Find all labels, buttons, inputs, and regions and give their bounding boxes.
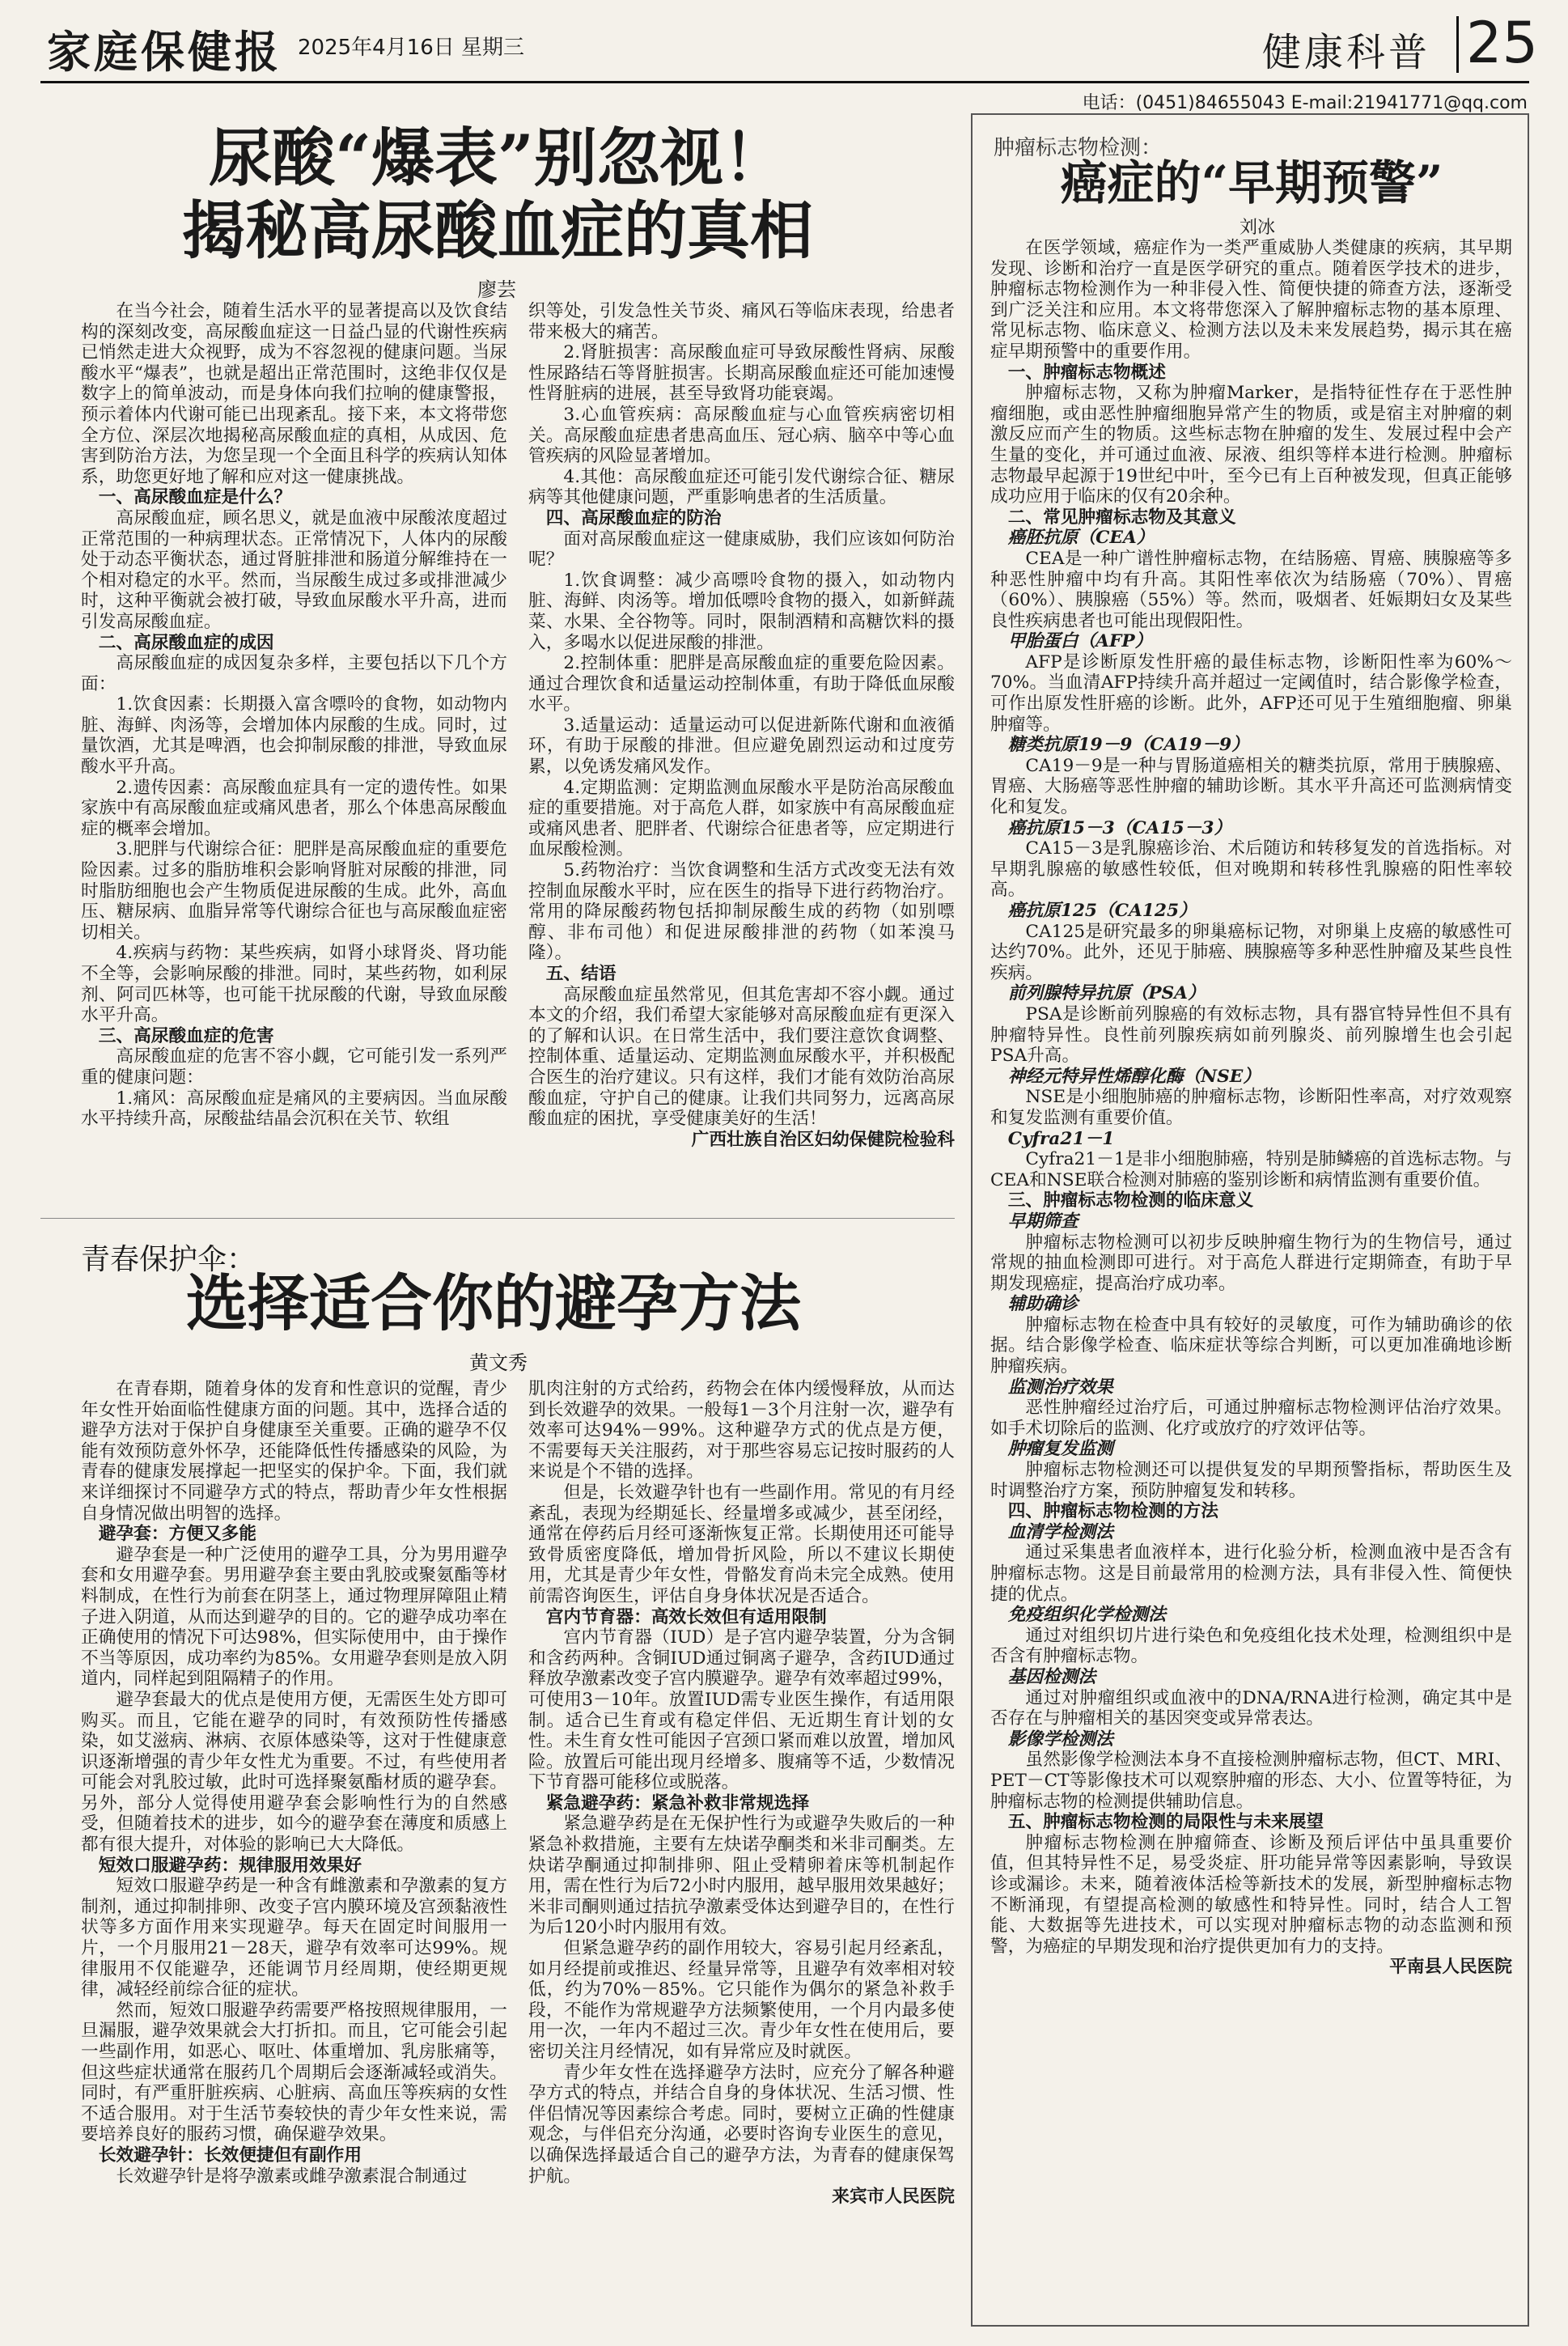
paragraph: 宫内节育器（IUD）是子宫内避孕装置，分为含铜和含药两种。含铜IUD通过铜离子避孕，含药IUD通过释放孕激素改变子宫内膜避孕。避孕有效率超过99%，可使用3－10年。放置IUD需专业医生操作，有适用限制。适合已生育或有稳定伴侣、无近期生育计划的女性。未生育女性可能因子宫颈口紧而难以放置，增加风险。放置后可能出现月经增多、腹痛等不适，少数情况下节育器可能移位或脱落。 bbox=[528, 1627, 955, 1793]
paragraph: NSE是小细胞肺癌的肿瘤标志物，诊断阳性率高，对疗效观察和复发监测有重要价值。 bbox=[990, 1087, 1512, 1128]
subsection-heading: 前列腺特异抗原（PSA） bbox=[1007, 983, 1206, 1004]
paragraph: 3.心血管疾病：高尿酸血症与心血管疾病密切相关。高尿酸血症患者患高血压、冠心病、脑卒中等心血管疾病的风险显著增加。 bbox=[528, 404, 955, 467]
article-column-2 bbox=[528, 301, 955, 1207]
paragraph: 青少年女性在选择避孕方法时，应充分了解各种避孕方式的特点，并结合自身的身体状况、生活习惯、性伴侣情况等因素综合考虑。同时，要树立正确的性健康观念，与伴侣充分沟通，必要时咨询专业医生的意见，以确保选择最适合自己的避孕方法，为青春的健康保驾护航。 bbox=[528, 2062, 955, 2187]
paragraph: 通过对肿瘤组织或血液中的DNA/RNA进行检测，确定其中是否存在与肿瘤相关的基因突变或异常表达。 bbox=[990, 1687, 1512, 1729]
article-title-line2: 揭秘高尿酸血症的真相 bbox=[181, 194, 813, 268]
paragraph: 肿瘤标志物，又称为肿瘤Marker，是指特征性存在于恶性肿瘤细胞，或由恶性肿瘤细胞异常产生的物质，或是宿主对肿瘤的刺激反应而产生的物质。这些标志物在肿瘤的发生、发展过程中会产生量的变化，并可通过血液、尿液、组织等样本进行检测。肿瘤标志物最早起源于19世纪中叶，至今已有上百种被发现，但真正能够成功应用于临床的仅有20余种。 bbox=[990, 383, 1512, 507]
section-heading: 长效避孕针：长效便捷但有副作用 bbox=[98, 2144, 362, 2166]
article-column-1 bbox=[990, 238, 1512, 2318]
paragraph: 高尿酸血症的危害不容小觑，它可能引发一系列严重的健康问题： bbox=[81, 1046, 507, 1088]
paragraph: 但紧急避孕药的副作用较大，容易引起月经紊乱，如月经提前或推迟、经量异常等，且避孕有效率相对较低，约为70%－85%。它只能作为偶尔的紧急补救手段，不能作为常规避孕方法频繁使用，一个月内最多使用一次，一年内不超过三次。青少年女性在使用后，要密切关注月经情况，如有异常应及时就医。 bbox=[528, 1938, 955, 2062]
section-heading: 紧急避孕药：紧急补救非常规选择 bbox=[545, 1792, 810, 1814]
subsection-heading: 影像学检测法 bbox=[1007, 1729, 1113, 1750]
paragraph: CA19－9是一种与胃肠道癌相关的糖类抗原，常用于胰腺癌、胃癌、大肠癌等恶性肿瘤的辅助诊断。其水平升高还可监测病情变化和复发。 bbox=[990, 755, 1512, 818]
section-divider bbox=[1456, 16, 1459, 73]
paragraph: 4.其他：高尿酸血症还可能引发代谢综合征、糖尿病等其他健康问题，严重影响患者的生活质量。 bbox=[528, 466, 955, 508]
paragraph: 4.定期监测：定期监测血尿酸水平是防治高尿酸血症的重要措施。对于高危人群，如家族中有高尿酸血症或痛风患者、肥胖者、代谢综合征患者等，应定期进行血尿酸检测。 bbox=[528, 777, 955, 860]
subsection-heading: 血清学检测法 bbox=[1007, 1521, 1113, 1542]
article-uric-acid bbox=[40, 113, 955, 1214]
paper-name: 家庭保健报 bbox=[47, 26, 282, 78]
section-heading: 五、肿瘤标志物检测的局限性与未来展望 bbox=[1007, 1812, 1324, 1833]
section-heading: 宫内节育器：高效长效但有适用限制 bbox=[545, 1606, 827, 1627]
section-heading: 四、肿瘤标志物检测的方法 bbox=[1007, 1501, 1218, 1522]
article-author: 廖芸 bbox=[477, 278, 516, 301]
paragraph: 短效口服避孕药是一种含有雌激素和孕激素的复方制剂，通过抑制排卵、改变子宫内膜环境及宫颈黏液性状等多方面作用来实现避孕。每天在固定时间服用一片，一个月服用21－28天，避孕有效率可达99%。规律服用不仅能避孕，还能调节月经周期，使经期更规律，减轻经前综合征的症状。 bbox=[81, 1876, 507, 2000]
paragraph: 3.肥胖与代谢综合征：肥胖是高尿酸血症的重要危险因素。过多的脂肪堆积会影响肾脏对尿酸的排泄，同时脂肪细胞也会产生物质促进尿酸的生成。此外，高血压、糖尿病、血脂异常等代谢综合征也与高尿酸血症密切相关。 bbox=[81, 839, 507, 943]
subsection-heading: 早期筛查 bbox=[1007, 1211, 1079, 1232]
masthead bbox=[0, 0, 1568, 113]
paragraph: 通过采集患者血液样本，进行化验分析，检测血液中是否含有肿瘤标志物。这是目前最常用的检测方法，具有非侵入性、简便快捷的优点。 bbox=[990, 1542, 1512, 1605]
byline-institution: 平南县人民医院 bbox=[1389, 1957, 1512, 1978]
article-title-line1: 尿酸“爆表”别忽视！ bbox=[209, 121, 786, 195]
subsection-heading: 神经元特异性烯醇化酶（NSE） bbox=[1007, 1066, 1261, 1087]
article-author: 刘冰 bbox=[1240, 218, 1276, 238]
paragraph: 2.遗传因素：高尿酸血症具有一定的遗传性。如果家族中有高尿酸血症或痛风患者，那么个体患高尿酸血症的概率会增加。 bbox=[81, 777, 507, 839]
section-heading: 一、高尿酸血症是什么？ bbox=[98, 487, 292, 508]
paragraph: 肌肉注射的方式给药，药物会在体内缓慢释放，从而达到长效避孕的效果。一般每1－3个月注射一次，避孕有效率可达94%－99%。这种避孕方式的优点是方便，不需要每天关注服药，对于那些容易忘记按时服药的人来说是个不错的选择。 bbox=[528, 1379, 955, 1483]
paragraph: 肿瘤标志物检测还可以提供复发的早期预警指标，帮助医生及时调整治疗方案，预防肿瘤复发和转移。 bbox=[990, 1460, 1512, 1501]
paragraph: Cyfra21－1是非小细胞肺癌，特别是肺鳞癌的首选标志物。与CEA和NSE联合检测对肺癌的鉴别诊断和病情监测有重要价值。 bbox=[990, 1149, 1512, 1190]
paragraph: 避孕套最大的优点是使用方便，无需医生处方即可购买。而且，它能在避孕的同时，有效预防性传播感染，如艾滋病、淋病、衣原体感染等，这对于性健康意识逐渐增强的青少年女性尤为重要。不过，有些使用者可能会对乳胶过敏，此时可选择聚氨酯材质的避孕套。另外，部分人觉得使用避孕套会影响性行为的自然感受，但随着技术的进步，如今的避孕套在薄度和质感上都有很大提升，对体验的影响已大大降低。 bbox=[81, 1689, 507, 1856]
subsection-heading: 免疫组织化学检测法 bbox=[1007, 1605, 1166, 1626]
subsection-heading: 癌抗原125（CA125） bbox=[1007, 901, 1197, 921]
article-kicker: 肿瘤标志物检测： bbox=[994, 136, 1163, 160]
paragraph: 虽然影像学检测法本身不直接检测肿瘤标志物，但CT、MRI、PET－CT等影像技术可以观察肿瘤的形态、大小、位置等特征，为肿瘤标志物的检测提供辅助信息。 bbox=[990, 1750, 1512, 1812]
article-title: 癌症的“早期预警” bbox=[1060, 155, 1443, 210]
paragraph: 肿瘤标志物检测可以初步反映肿瘤生物行为的生物信号，通过常规的抽血检测即可进行。对于高危人群进行定期筛查，有助于早期发现癌症，提高治疗成功率。 bbox=[990, 1232, 1512, 1294]
article-contraception bbox=[40, 1218, 955, 2327]
section-heading: 五、结语 bbox=[545, 964, 617, 984]
paragraph: 织等处，引发急性关节炎、痛风石等临床表现，给患者带来极大的痛苦。 bbox=[528, 301, 955, 342]
paragraph: 但是，长效避孕针也有一些副作用。常见的有月经紊乱，表现为经期延长、经量增多或减少，甚至闭经，通常在停药后月经可逐渐恢复正常。长期使用还可能导致骨质密度降低，增加骨折风险，所以不建议长期使用，尤其是青少年女性，骨骼发育尚未完全成熟。使用前需咨询医生，评估自身身体状况是否适合。 bbox=[528, 1482, 955, 1606]
section-heading: 二、高尿酸血症的成因 bbox=[98, 632, 274, 653]
subsection-heading: 辅助确诊 bbox=[1007, 1294, 1079, 1315]
subsection-heading: 癌抗原15－3（CA15－3） bbox=[1007, 817, 1232, 838]
paragraph: 在医学领域，癌症作为一类严重威胁人类健康的疾病，其早期发现、诊断和治疗一直是医学研究的重点。随着医学技术的进步，肿瘤标志物检测作为一种非侵入性、简便快捷的筛查方法，逐渐受到广泛关注和应用。本文将带您深入了解肿瘤标志物的基本原理、常见标志物、临床意义、检测方法以及未来发展趋势，揭示其在癌症早期预警中的重要作用。 bbox=[990, 238, 1512, 362]
subsection-heading: 肿瘤复发监测 bbox=[1007, 1439, 1113, 1460]
paragraph: 2.肾脏损害：高尿酸血症可导致尿酸性肾病、尿酸性尿路结石等肾脏损害。长期高尿酸血症还可能加速慢性肾脏病的进展，甚至导致肾功能衰竭。 bbox=[528, 342, 955, 405]
paragraph: CA125是研究最多的卵巢癌标记物，对卵巢上皮癌的敏感性可达约70%。此外，还见于肺癌、胰腺癌等多种恶性肿瘤及某些良性疾病。 bbox=[990, 921, 1512, 983]
subsection-heading: 癌胚抗原（CEA） bbox=[1007, 528, 1155, 549]
subsection-heading: Cyfra21－1 bbox=[1007, 1128, 1115, 1149]
paragraph: 在当今社会，随着生活水平的显著提高以及饮食结构的深刻改变，高尿酸血症这一日益凸显的代谢性疾病已悄然走进大众视野，成为不容忽视的健康问题。当尿酸水平“爆表”，也就是超出正常范围时，这绝非仅仅是数字上的简单波动，而是身体向我们拉响的健康警报，预示着体内代谢可能已出现紊乱。接下来，本文将带您全方位、深层次地揭秘高尿酸血症的真相，从成因、危害到防治方法，为您呈现一个全面且科学的疾病认知体系，助您更好地了解和应对这一健康挑战。 bbox=[81, 301, 507, 487]
paragraph: CEA是一种广谱性肿瘤标志物，在结肠癌、胃癌、胰腺癌等多种恶性肿瘤中均有升高。其阳性率依次为结肠癌（70%）、胃癌（60%）、胰腺癌（55%）等。然而，吸烟者、妊娠期妇女及某些良性疾病患者也可能出现假阳性。 bbox=[990, 548, 1512, 631]
byline-institution: 来宾市人民医院 bbox=[832, 2187, 955, 2208]
article-kicker: 青春保护伞： bbox=[81, 1243, 256, 1276]
contact-line: 电话：(0451)84655043 E-mail:21941771@qq.com bbox=[1082, 93, 1528, 113]
section-heading: 二、常见肿瘤标志物及其意义 bbox=[1007, 507, 1236, 528]
section-heading: 短效口服避孕药：规律服用效果好 bbox=[98, 1855, 362, 1876]
paragraph: 通过对组织切片进行染色和免疫组化技术处理，检测组织中是否含有肿瘤标志物。 bbox=[990, 1625, 1512, 1667]
paragraph: PSA是诊断前列腺癌的有效标志物，具有器官特异性但不具有肿瘤特异性。良性前列腺疾病如前列腺炎、前列腺增生也会引起PSA升高。 bbox=[990, 1003, 1512, 1067]
paragraph: 高尿酸血症虽然常见，但其危害却不容小觑。通过本文的介绍，我们希望大家能够对高尿酸血症有更深入的了解和认识。在日常生活中，我们要注意饮食调整、控制体重、适量运动、定期监测血尿酸水平，并积极配合医生的治疗建议。只有这样，我们才能有效防治高尿酸血症，守护自己的健康。让我们共同努力，远离高尿酸血症的困扰，享受健康美好的生活！ bbox=[528, 984, 955, 1130]
masthead-rule bbox=[40, 81, 1529, 83]
section-heading: 三、高尿酸血症的危害 bbox=[98, 1025, 274, 1046]
paragraph: 1.饮食调整：减少高嘌呤食物的摄入，如动物内脏、海鲜、肉汤等。增加低嘌呤食物的摄入，如新鲜蔬菜、水果、全谷物等。同时，限制酒精和高糖饮料的摄入，多喝水以促进尿酸的排泄。 bbox=[528, 570, 955, 653]
section-name: 健康科普 bbox=[1262, 30, 1431, 75]
paragraph: 4.疾病与药物：某些疾病，如肾小球肾炎、肾功能不全等，会影响尿酸的排泄。同时，某些药物，如利尿剂、阿司匹林等，也可能干扰尿酸的代谢，导致血尿酸水平升高。 bbox=[81, 943, 507, 1026]
paragraph: 2.控制体重：肥胖是高尿酸血症的重要危险因素。通过合理饮食和适量运动控制体重，有助于降低血尿酸水平。 bbox=[528, 653, 955, 715]
paragraph: 高尿酸血症，顾名思义，就是血液中尿酸浓度超过正常范围的一种病理状态。正常情况下，人体内的尿酸处于动态平衡状态，通过肾脏排泄和肠道分解维持在一个相对稳定的水平。然而，当尿酸生成过多或排泄减少时，这种平衡就会被打破，导致血尿酸水平升高，进而引发高尿酸血症。 bbox=[81, 507, 507, 632]
paragraph: 5.药物治疗：当饮食调整和生活方式改变无法有效控制血尿酸水平时，应在医生的指导下进行药物治疗。常用的降尿酸药物包括抑制尿酸生成的药物（如别嘌醇、非布司他）和促进尿酸排泄的药物（如苯溴马隆）。 bbox=[528, 860, 955, 964]
subsection-heading: 糖类抗原19－9（CA19－9） bbox=[1007, 735, 1249, 756]
subsection-heading: 甲胎蛋白（AFP） bbox=[1007, 631, 1153, 652]
paragraph: 面对高尿酸血症这一健康威胁，我们应该如何防治呢？ bbox=[528, 528, 955, 571]
paragraph: CA15－3是乳腺癌诊治、术后随访和转移复发的首选指标。对早期乳腺癌的敏感性较低，但对晚期和转移性乳腺癌的阳性率较高。 bbox=[990, 838, 1512, 901]
paragraph: 高尿酸血症的成因复杂多样，主要包括以下几个方面： bbox=[81, 653, 507, 694]
article-column-1 bbox=[81, 1379, 507, 2301]
subsection-heading: 基因检测法 bbox=[1007, 1666, 1096, 1687]
paragraph: 3.适量运动：适量运动可以促进新陈代谢和血液循环，有助于尿酸的排泄。但应避免剧烈运动和过度劳累，以免诱发痛风发作。 bbox=[528, 715, 955, 778]
section-heading: 四、高尿酸血症的防治 bbox=[545, 507, 722, 528]
issue-date: 2025年4月16日 星期三 bbox=[298, 36, 525, 60]
article-title: 选择适合你的避孕方法 bbox=[186, 1267, 801, 1339]
paragraph: 紧急避孕药是在无保护性行为或避孕失败后的一种紧急补救措施，主要有左炔诺孕酮类和米非司酮类。左炔诺孕酮通过抑制排卵、阻止受精卵着床等机制起作用，需在性行为后72小时内服用，越早服用效果越好；米非司酮则通过拮抗孕激素受体达到避孕目的，在性行为后120小时内服用有效。 bbox=[528, 1814, 955, 1938]
paragraph: 1.饮食因素：长期摄入富含嘌呤的食物，如动物内脏、海鲜、肉汤等，会增加体内尿酸的生成。同时，过量饮酒，尤其是啤酒，也会抑制尿酸的排泄，导致血尿酸水平升高。 bbox=[81, 694, 507, 778]
section-heading: 避孕套：方便又多能 bbox=[98, 1524, 256, 1545]
paragraph: 长效避孕针是将孕激素或雌孕激素混合制通过 bbox=[116, 2166, 468, 2187]
article-column-2 bbox=[528, 1379, 955, 2301]
byline-institution: 广西壮族自治区妇幼保健院检验科 bbox=[691, 1129, 955, 1150]
paragraph: 避孕套是一种广泛使用的避孕工具，分为男用避孕套和女用避孕套。男用避孕套主要由乳胶或聚氨酯等材料制成，在性行为前套在阴茎上，通过物理屏障阻止精子进入阴道，从而达到避孕的目的。它的避孕成功率在正确使用的情况下可达98%，但实际使用中，由于操作不当等原因，成功率约为85%。女用避孕套则是放入阴道内，同样起到阻隔精子的作用。 bbox=[81, 1544, 507, 1690]
paragraph: 1.痛风：高尿酸血症是痛风的主要病因。当血尿酸水平持续升高，尿酸盐结晶会沉积在关节、软组 bbox=[81, 1088, 507, 1130]
paragraph: 在青春期，随着身体的发育和性意识的觉醒，青少年女性开始面临性健康方面的问题。其中，选择合适的避孕方法对于保护自身健康至关重要。正确的避孕不仅能有效预防意外怀孕，还能降低性传播感染的风险，为青春的健康发展撑起一把坚实的保护伞。下面，我们就来详细探讨不同避孕方式的特点，帮助青少年女性根据自身情况做出明智的选择。 bbox=[81, 1379, 507, 1524]
paragraph: 肿瘤标志物在检查中具有较好的灵敏度，可作为辅助确诊的依据。结合影像学检查、临床症状等综合判断，可以更加准确地诊断肿瘤疾病。 bbox=[990, 1314, 1512, 1377]
paragraph: 然而，短效口服避孕药需要严格按照规律服用，一旦漏服，避孕效果就会大打折扣。而且，它可能会引起一些副作用，如恶心、呕吐、体重增加、乳房胀痛等，但这些症状通常在服药几个周期后会逐渐减轻或消失。同时，有严重肝脏疾病、心脏病、高血压等疾病的女性不适合服用。对于生活节奏较快的青少年女性来说，需要培养良好的服药习惯，确保避孕效果。 bbox=[81, 2000, 507, 2145]
article-author: 黄文秀 bbox=[469, 1351, 528, 1374]
section-heading: 三、肿瘤标志物检测的临床意义 bbox=[1007, 1190, 1254, 1211]
article-column-1 bbox=[81, 301, 507, 1207]
paragraph: 恶性肿瘤经过治疗后，可通过肿瘤标志物检测评估治疗效果。如手术切除后的监测、化疗或放疗的疗效评估等。 bbox=[990, 1398, 1512, 1439]
section-heading: 一、肿瘤标志物概述 bbox=[1007, 362, 1166, 383]
paragraph: AFP是诊断原发性肝癌的最佳标志物，诊断阳性率为60%～70%。当血清AFP持续升高并超过一定阈值时，结合影像学检查，可作出原发性肝癌的诊断。此外，AFP还可见于生殖细胞瘤、卵巢肿瘤等。 bbox=[990, 651, 1512, 735]
subsection-heading: 监测治疗效果 bbox=[1007, 1377, 1113, 1398]
page-number: 25 bbox=[1466, 10, 1539, 76]
paragraph: 肿瘤标志物检测在肿瘤筛查、诊断及预后评估中虽具重要价值，但其特异性不足，易受炎症、肝功能异常等因素影响，导致误诊或漏诊。未来，随着液体活检等新技术的发展，新型肿瘤标志物不断涌现，有望提高检测的敏感性和特异性。同时，结合人工智能、大数据等先进技术，可以实现对肿瘤标志物的动态监测和预警，为癌症的早期发现和治疗提供更加有力的支持。 bbox=[990, 1832, 1512, 1957]
article-tumor-markers bbox=[971, 113, 1529, 2327]
